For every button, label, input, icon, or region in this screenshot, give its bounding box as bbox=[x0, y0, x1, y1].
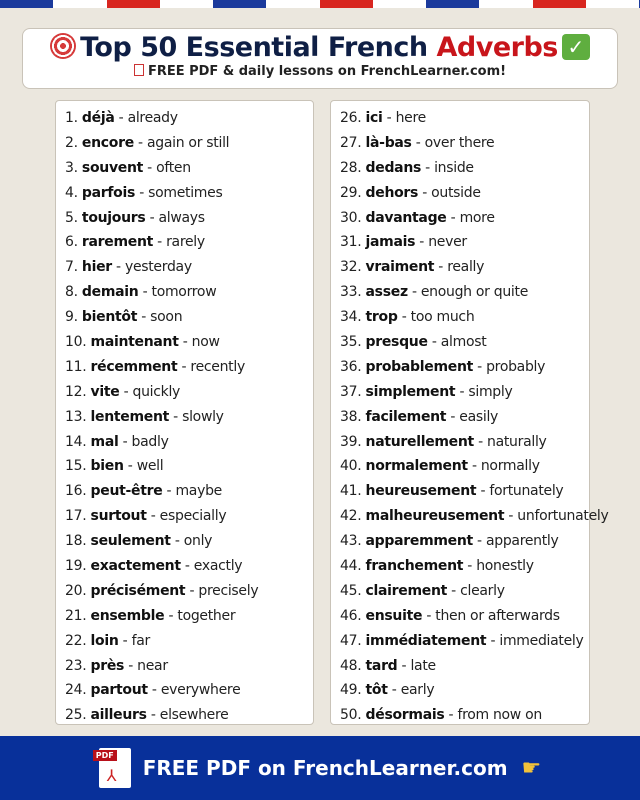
item-number: 40. bbox=[340, 458, 362, 475]
english-meaning: again or still bbox=[146, 134, 230, 151]
item-number: 34. bbox=[340, 309, 362, 326]
french-word: loin bbox=[90, 632, 119, 649]
list-item: 23. près - near bbox=[65, 657, 168, 674]
list-item: 45. clairement - clearly bbox=[340, 582, 505, 599]
item-number: 30. bbox=[340, 209, 362, 226]
list-item: 15. bien - well bbox=[65, 458, 164, 475]
english-meaning: apparently bbox=[485, 533, 559, 550]
english-meaning: inside bbox=[434, 159, 474, 176]
item-number: 11. bbox=[65, 358, 87, 375]
list-item: 32. vraiment - really bbox=[340, 259, 485, 276]
list-item: 6. rarement - rarely bbox=[65, 234, 205, 251]
french-word: ensuite bbox=[365, 607, 423, 624]
french-word: malheureusement bbox=[365, 508, 505, 525]
item-number: 2. bbox=[65, 134, 78, 151]
list-item: 10. maintenant - now bbox=[65, 334, 220, 351]
list-item: 42. malheureusement - unfortunately bbox=[340, 508, 609, 525]
english-meaning: immediately bbox=[499, 632, 584, 649]
english-meaning: over there bbox=[424, 134, 495, 151]
english-meaning: soon bbox=[150, 309, 183, 326]
pdf-label: PDF bbox=[93, 750, 117, 761]
list-item: 26. ici - here bbox=[340, 110, 426, 126]
list-item: 25. ailleurs - elsewhere bbox=[65, 707, 229, 724]
list-item: 47. immédiatement - immediately bbox=[340, 632, 584, 649]
list-item: 38. facilement - easily bbox=[340, 408, 499, 425]
english-meaning: everywhere bbox=[160, 682, 241, 699]
item-number: 29. bbox=[340, 184, 362, 201]
list-item: 48. tard - late bbox=[340, 657, 436, 674]
list-item: 9. bientôt - soon bbox=[65, 309, 183, 326]
english-meaning: probably bbox=[486, 358, 546, 375]
list-item: 14. mal - badly bbox=[65, 433, 169, 450]
english-meaning: late bbox=[410, 657, 436, 674]
english-meaning: always bbox=[158, 209, 205, 226]
french-word: surtout bbox=[90, 508, 147, 525]
french-word: tard bbox=[365, 657, 398, 674]
french-word: apparemment bbox=[365, 533, 473, 550]
french-word: peut-être bbox=[90, 483, 163, 500]
french-word: là-bas bbox=[365, 134, 412, 151]
item-number: 22. bbox=[65, 632, 87, 649]
item-number: 50. bbox=[340, 707, 362, 724]
list-item: 34. trop - too much bbox=[340, 309, 475, 326]
english-meaning: precisely bbox=[198, 582, 259, 599]
item-number: 45. bbox=[340, 582, 362, 599]
english-meaning: here bbox=[395, 110, 426, 126]
french-word: dehors bbox=[365, 184, 419, 201]
item-number: 42. bbox=[340, 508, 362, 525]
list-item: 36. probablement - probably bbox=[340, 358, 546, 375]
item-number: 9. bbox=[65, 309, 78, 326]
item-number: 49. bbox=[340, 682, 362, 699]
french-word: vraiment bbox=[365, 259, 435, 276]
item-number: 13. bbox=[65, 408, 87, 425]
list-item: 37. simplement - simply bbox=[340, 383, 513, 400]
item-number: 25. bbox=[65, 707, 87, 724]
english-meaning: normally bbox=[480, 458, 540, 475]
english-meaning: slowly bbox=[182, 408, 224, 425]
item-number: 7. bbox=[65, 259, 78, 276]
list-item: 35. presque - almost bbox=[340, 334, 487, 351]
list-item: 8. demain - tomorrow bbox=[65, 284, 217, 301]
list-item: 33. assez - enough or quite bbox=[340, 284, 529, 301]
list-item: 11. récemment - recently bbox=[65, 358, 245, 375]
english-meaning: only bbox=[183, 533, 213, 550]
list-item: 5. toujours - always bbox=[65, 209, 205, 226]
page-title bbox=[23, 32, 617, 63]
english-meaning: really bbox=[447, 259, 485, 276]
item-number: 21. bbox=[65, 607, 87, 624]
french-word: vite bbox=[90, 383, 120, 400]
english-meaning: rarely bbox=[166, 234, 205, 251]
english-meaning: together bbox=[177, 607, 236, 624]
french-word: rarement bbox=[81, 234, 154, 251]
english-meaning: fortunately bbox=[489, 483, 564, 500]
list-item: 4. parfois - sometimes bbox=[65, 184, 223, 201]
french-word: naturellement bbox=[365, 433, 474, 450]
list-item: 17. surtout - especially bbox=[65, 508, 227, 525]
item-number: 17. bbox=[65, 508, 87, 525]
list-item: 29. dehors - outside bbox=[340, 184, 481, 201]
target-icon bbox=[50, 33, 76, 59]
item-number: 41. bbox=[340, 483, 362, 500]
item-number: 19. bbox=[65, 558, 87, 575]
english-meaning: elsewhere bbox=[159, 707, 229, 724]
item-number: 3. bbox=[65, 159, 78, 176]
french-word: demain bbox=[81, 284, 139, 301]
french-word: bien bbox=[90, 458, 124, 475]
list-item: 31. jamais - never bbox=[340, 234, 467, 251]
item-number: 44. bbox=[340, 558, 362, 575]
english-meaning: simply bbox=[468, 383, 513, 400]
french-word: ailleurs bbox=[90, 707, 147, 724]
list-item: 46. ensuite - then or afterwards bbox=[340, 607, 560, 624]
french-word: facilement bbox=[365, 408, 447, 425]
item-number: 16. bbox=[65, 483, 87, 500]
french-word: immédiatement bbox=[365, 632, 487, 649]
item-number: 48. bbox=[340, 657, 362, 674]
pdf-icon bbox=[134, 64, 144, 76]
french-word: déjà bbox=[81, 110, 115, 126]
english-meaning: exactly bbox=[193, 558, 243, 575]
item-number: 18. bbox=[65, 533, 87, 550]
item-number: 32. bbox=[340, 259, 362, 276]
french-word: hier bbox=[81, 259, 112, 276]
english-meaning: from now on bbox=[457, 707, 542, 724]
adverb-list-left bbox=[55, 100, 314, 725]
french-word: normalement bbox=[365, 458, 468, 475]
french-word: probablement bbox=[365, 358, 474, 375]
french-word: tôt bbox=[365, 682, 388, 699]
french-word: franchement bbox=[365, 558, 464, 575]
list-item: 18. seulement - only bbox=[65, 533, 213, 550]
list-item: 1. déjà - already bbox=[65, 110, 178, 126]
list-item: 21. ensemble - together bbox=[65, 607, 236, 624]
list-item: 20. précisément - precisely bbox=[65, 582, 259, 599]
french-word: précisément bbox=[90, 582, 186, 599]
item-number: 20. bbox=[65, 582, 87, 599]
item-number: 4. bbox=[65, 184, 78, 201]
english-meaning: almost bbox=[440, 334, 487, 351]
pdf-banner[interactable] bbox=[0, 736, 640, 800]
item-number: 39. bbox=[340, 433, 362, 450]
pdf-icon: PDF ⅄ bbox=[99, 748, 131, 788]
english-meaning: often bbox=[156, 159, 191, 176]
french-word: près bbox=[90, 657, 125, 674]
french-word: ici bbox=[365, 110, 383, 126]
item-number: 8. bbox=[65, 284, 78, 301]
list-item: 40. normalement - normally bbox=[340, 458, 540, 475]
english-meaning: clearly bbox=[460, 582, 505, 599]
french-word: souvent bbox=[81, 159, 144, 176]
english-meaning: maybe bbox=[175, 483, 222, 500]
list-item: 13. lentement - slowly bbox=[65, 408, 224, 425]
list-item: 30. davantage - more bbox=[340, 209, 495, 226]
french-word: jamais bbox=[365, 234, 416, 251]
english-meaning: especially bbox=[159, 508, 227, 525]
list-item: 27. là-bas - over there bbox=[340, 134, 495, 151]
english-meaning: easily bbox=[459, 408, 499, 425]
item-number: 46. bbox=[340, 607, 362, 624]
title-main: Top 50 Essential French bbox=[80, 32, 437, 63]
list-item: 43. apparemment - apparently bbox=[340, 533, 559, 550]
item-number: 26. bbox=[340, 110, 362, 126]
item-number: 23. bbox=[65, 657, 87, 674]
item-number: 47. bbox=[340, 632, 362, 649]
item-number: 14. bbox=[65, 433, 87, 450]
french-word: clairement bbox=[365, 582, 448, 599]
english-meaning: tomorrow bbox=[151, 284, 217, 301]
list-item: 50. désormais - from now on bbox=[340, 707, 542, 724]
list-item: 19. exactement - exactly bbox=[65, 558, 243, 575]
french-word: dedans bbox=[365, 159, 422, 176]
item-number: 15. bbox=[65, 458, 87, 475]
item-number: 38. bbox=[340, 408, 362, 425]
item-number: 5. bbox=[65, 209, 78, 226]
french-word: exactement bbox=[90, 558, 181, 575]
list-item: 2. encore - again or still bbox=[65, 134, 230, 151]
item-number: 33. bbox=[340, 284, 362, 301]
english-meaning: more bbox=[459, 209, 495, 226]
english-meaning: early bbox=[400, 682, 435, 699]
list-item: 44. franchement - honestly bbox=[340, 558, 534, 575]
item-number: 35. bbox=[340, 334, 362, 351]
english-meaning: never bbox=[428, 234, 467, 251]
french-word: encore bbox=[81, 134, 134, 151]
english-meaning: too much bbox=[410, 309, 475, 326]
item-number: 12. bbox=[65, 383, 87, 400]
list-item: 22. loin - far bbox=[65, 632, 150, 649]
item-number: 31. bbox=[340, 234, 362, 251]
french-word: assez bbox=[365, 284, 408, 301]
french-word: ensemble bbox=[90, 607, 165, 624]
english-meaning: badly bbox=[131, 433, 169, 450]
subtitle-text: FREE PDF & daily lessons on FrenchLearner.com! bbox=[147, 64, 507, 79]
english-meaning: far bbox=[131, 632, 150, 649]
french-word: récemment bbox=[90, 358, 178, 375]
english-meaning: sometimes bbox=[148, 184, 223, 201]
english-meaning: recently bbox=[190, 358, 245, 375]
english-meaning: near bbox=[137, 657, 168, 674]
list-item: 7. hier - yesterday bbox=[65, 259, 192, 276]
french-word: partout bbox=[90, 682, 148, 699]
banner-text[interactable]: FREE PDF on FrenchLearner.com bbox=[142, 756, 508, 780]
list-item: 49. tôt - early bbox=[340, 682, 435, 699]
french-word: davantage bbox=[365, 209, 447, 226]
list-item: 39. naturellement - naturally bbox=[340, 433, 547, 450]
item-number: 27. bbox=[340, 134, 362, 151]
french-word: maintenant bbox=[90, 334, 179, 351]
french-word: lentement bbox=[90, 408, 170, 425]
english-meaning: now bbox=[191, 334, 220, 351]
french-word: heureusement bbox=[365, 483, 477, 500]
english-meaning: unfortunately bbox=[517, 508, 609, 525]
english-meaning: then or afterwards bbox=[435, 607, 560, 624]
header-card bbox=[22, 28, 618, 89]
french-word: simplement bbox=[365, 383, 456, 400]
item-number: 1. bbox=[65, 110, 78, 126]
french-flag-stripes bbox=[0, 0, 640, 8]
french-word: seulement bbox=[90, 533, 171, 550]
list-item: 16. peut-être - maybe bbox=[65, 483, 222, 500]
english-meaning: outside bbox=[431, 184, 481, 201]
list-item: 24. partout - everywhere bbox=[65, 682, 241, 699]
english-meaning: honestly bbox=[476, 558, 534, 575]
item-number: 6. bbox=[65, 234, 78, 251]
french-word: mal bbox=[90, 433, 119, 450]
adverb-list-right bbox=[330, 100, 609, 725]
french-word: toujours bbox=[81, 209, 146, 226]
english-meaning: already bbox=[127, 110, 178, 126]
checkmark-icon: ✓ bbox=[562, 34, 590, 60]
item-number: 24. bbox=[65, 682, 87, 699]
item-number: 36. bbox=[340, 358, 362, 375]
french-word: trop bbox=[365, 309, 398, 326]
english-meaning: quickly bbox=[132, 383, 181, 400]
item-number: 28. bbox=[340, 159, 362, 176]
english-meaning: enough or quite bbox=[420, 284, 529, 301]
title-accent: Adverbs bbox=[436, 32, 558, 63]
french-word: parfois bbox=[81, 184, 136, 201]
english-meaning: naturally bbox=[487, 433, 547, 450]
list-item: 12. vite - quickly bbox=[65, 383, 181, 400]
list-item: 28. dedans - inside bbox=[340, 159, 474, 176]
pointing-hand-icon: ☛ bbox=[521, 755, 542, 781]
list-item: 41. heureusement - fortunately bbox=[340, 483, 564, 500]
subtitle bbox=[23, 64, 617, 79]
french-word: bientôt bbox=[81, 309, 138, 326]
list-item: 3. souvent - often bbox=[65, 159, 191, 176]
item-number: 37. bbox=[340, 383, 362, 400]
french-word: presque bbox=[365, 334, 428, 351]
item-number: 10. bbox=[65, 334, 87, 351]
english-meaning: well bbox=[136, 458, 164, 475]
item-number: 43. bbox=[340, 533, 362, 550]
english-meaning: yesterday bbox=[124, 259, 192, 276]
french-word: désormais bbox=[365, 707, 445, 724]
